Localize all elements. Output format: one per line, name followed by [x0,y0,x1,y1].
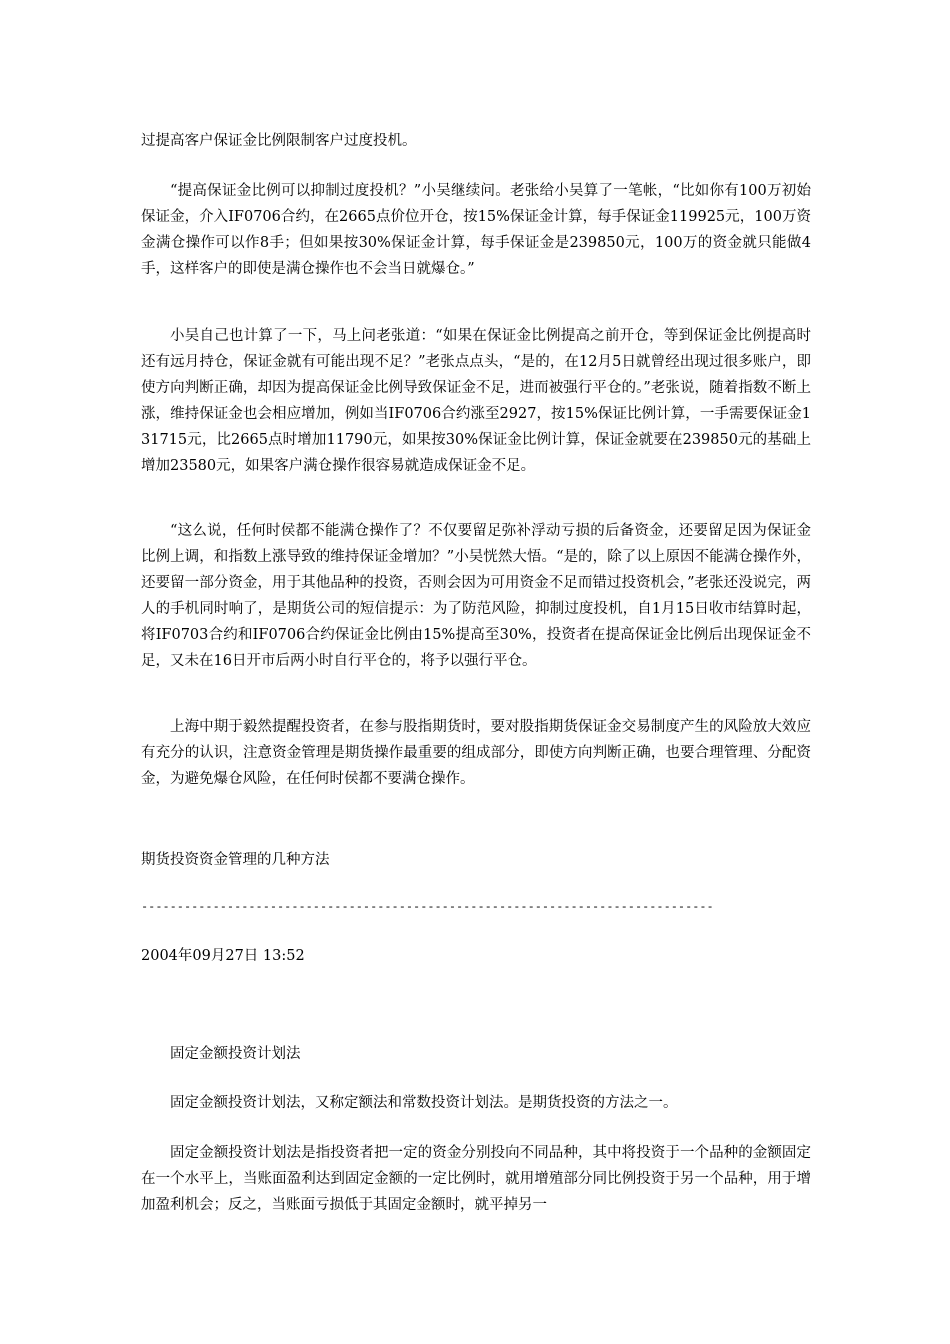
paragraph-maintenance-margin: 小吴自己也计算了一下，马上问老张道：“如果在保证金比例提高之前开仓，等到保证金比例提高时还有远月持仓，保证金就有可能出现不足？”老张点点头，“是的，在12月5日就曾经出现过很多账户，即使方向判断正确，却因为提高保证金比例导致保证金不足，进而被强行平仓的。”老张说，随着指数不断上涨，维持保证金也会相应增加，例如当IF0706合约涨至2927，按15%保证比例计算，一手需要保证金131715元，比2665点时增加11790元，如果按30%保证金比例计算，保证金就要在239850元的基础上增加23580元，如果客户满仓操作很容易就造成保证金不足。 [141,328,811,474]
paragraph-continuation: 过提高客户保证金比例限制客户过度投机。 [141,133,417,149]
section-title: 固定金额投资计划法 [170,1046,301,1062]
paragraph-reminder: 上海中期于毅然提醒投资者，在参与股指期货时，要对股指期货保证金交易制度产生的风险放大效应有充分的认识，注意资金管理是期货操作最重要的组成部分，即使方向判断正确，也要合理管理、分配资金，为避免爆仓风险，在任何时侯都不要满仓操作。 [141,719,811,787]
paragraph-margin-ratio-question: “提高保证金比例可以抑制过度投机？”小吴继续问。老张给小吴算了一笔帐，“比如你有100万初始保证金，介入IF0706合约，在2665点价位开仓，按15%保证金计算，每手保证金119925元，100万资金满仓操作可以作8手；但如果按30%保证金计算，每手保证金是239850元，100万的资金就只能做4手，这样客户的即使是满仓操作也不会当日就爆仓。” [141,183,811,277]
paragraph-no-full-position: “这么说，任何时侯都不能满仓操作了？不仅要留足弥补浮动亏损的后备资金，还要留足因为保证金比例上调，和指数上涨导致的维持保证金增加？”小吴恍然大悟。“是的，除了以上原因不能满仓操作外，还要留一部分资金，用于其他品种的投资，否则会因为可用资金不足而错过投资机会，”老张还没说完，两人的手机同时响了，是期货公司的短信提示：为了防范风险，抑制过度投机，自1月15日收市结算时起，将IF0703合约和IF0706合约保证金比例由15%提高至30%，投资者在提高保证金比例后出现保证金不足，又未在16日开市后两小时自行平仓的，将予以强行平仓。 [141,523,811,669]
article-title: 期货投资资金管理的几种方法 [141,852,330,868]
separator-line: -------------------------------------------------------------------------------- [141,899,714,913]
article-date: 2004年09月27日 13:52 [141,948,305,964]
paragraph-method-description: 固定金额投资计划法是指投资者把一定的资金分别投向不同品种，其中将投资于一个品种的金额固定在一个水平上，当账面盈利达到固定金额的一定比例时，就用增殖部分同比例投资于另一个品种，用于增加盈利机会；反之，当账面亏损低于其固定金额时，就平掉另一 [141,1145,811,1213]
paragraph-definition: 固定金额投资计划法，又称定额法和常数投资计划法。是期货投资的方法之一。 [170,1095,678,1111]
